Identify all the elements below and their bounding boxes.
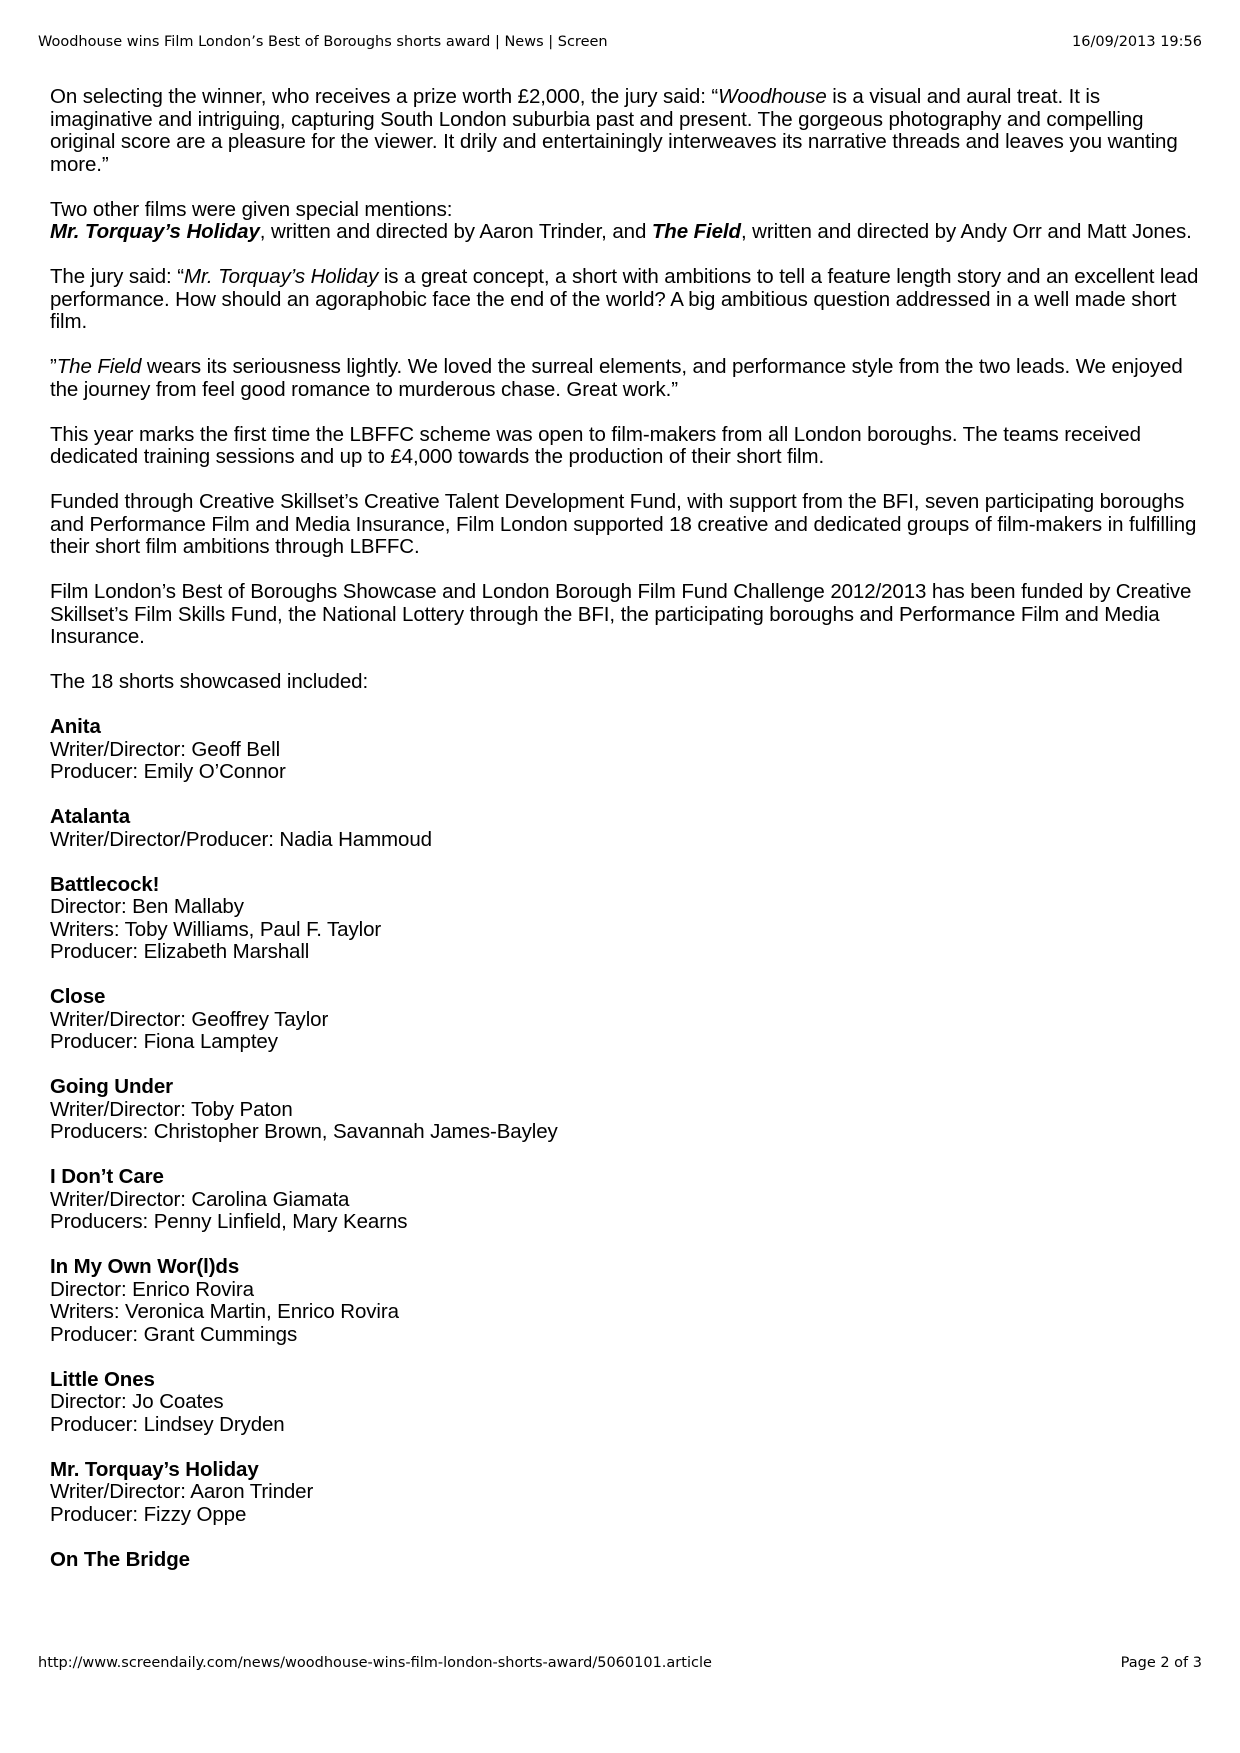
list-item (50, 874, 1200, 964)
print-datetime: 16/09/2013 19:56 (1072, 34, 1202, 50)
list-item (50, 1369, 1200, 1437)
film-credit: Producer: Fiona Lamptey (50, 1030, 278, 1053)
film-credit: Writer/Director/Producer: Nadia Hammoud (50, 827, 432, 851)
film-title: Battlecock! (50, 872, 160, 896)
film-credit: Producer: Elizabeth Marshall (50, 940, 310, 963)
film-credit: Writers: Toby Williams, Paul F. Taylor (50, 917, 382, 941)
film-list (50, 716, 1200, 1571)
film-title: In My Own Wor(l)ds (50, 1255, 240, 1278)
film-credit: Producer: Grant Cummings (50, 1322, 298, 1346)
list-item (50, 1166, 1200, 1234)
film-credit: Writer/Director: Toby Paton (50, 1097, 293, 1121)
paragraph-jury-field: ”The Field wears its seriousness lightly. We loved the surreal elements, and performance style from the two leads. We enjoyed the journey from feel good romance to murderous chase. Great work.” (50, 355, 1183, 401)
paragraph-showcase-funding: Film London’s Best of Boroughs Showcase and London Borough Film Fund Challenge 2012/2013 has been funded by Creative Skillset’s Film Skills Fund, the National Lottery through the BFI, the participating boroughs and Performance Film and Media Insurance. (50, 580, 1192, 648)
film-title-the-field: The Field (651, 220, 741, 243)
film-title-mr-torquay: Mr. Torquay’s Holiday (50, 220, 260, 243)
list-item (50, 1459, 1200, 1527)
film-credit: Writer/Director: Geoff Bell (50, 737, 281, 761)
film-title: Little Ones (50, 1367, 155, 1391)
list-item (50, 806, 1200, 851)
film-title-woodhouse: Woodhouse (718, 85, 827, 108)
film-credit: Director: Ben Mallaby (50, 895, 244, 918)
film-credit: Producer: Fizzy Oppe (50, 1502, 247, 1526)
film-credit: Director: Jo Coates (50, 1390, 224, 1413)
list-item (50, 986, 1200, 1054)
film-title: Close (50, 985, 106, 1008)
film-credit: Writer/Director: Geoffrey Taylor (50, 1007, 329, 1031)
film-credit: Writer/Director: Carolina Giamata (50, 1187, 350, 1211)
paragraph-jury-winner: On selecting the winner, who receives a prize worth £2,000, the jury said: “Woodhouse is a visual and aural treat. It is imaginative and intriguing, capturing South London suburbia past and present. The gorgeous photography and compelling original score are a pleasure for the viewer. It drily and entertainingly interweaves its narrative threads and leaves you wanting more.” (50, 85, 1178, 176)
paragraph-shorts-intro: The 18 shorts showcased included: (50, 670, 369, 693)
list-item (50, 1076, 1200, 1144)
page-number: Page 2 of 3 (1120, 1655, 1202, 1671)
film-title: Going Under (50, 1075, 174, 1098)
page-title: Woodhouse wins Film London’s Best of Boroughs shorts award | News | Screen (38, 34, 608, 50)
film-title: Anita (50, 715, 101, 738)
paragraph-lbffc: This year marks the first time the LBFFC scheme was open to film-makers from all London boroughs. The teams received dedicated training sessions and up to £4,000 towards the production of their short film. (50, 422, 1141, 468)
film-credit: Producer: Lindsey Dryden (50, 1412, 285, 1436)
film-credit: Producers: Penny Linfield, Mary Kearns (50, 1210, 408, 1233)
film-credit: Producers: Christopher Brown, Savannah James-Bayley (50, 1120, 558, 1143)
article-body (50, 86, 1200, 1594)
film-title: Atalanta (50, 805, 131, 828)
list-item (50, 716, 1200, 784)
paragraph-jury-torquay: The jury said: “Mr. Torquay’s Holiday is a great concept, a short with ambitions to tell a feature length story and an excellent lead performance. How should an agoraphobic face the end of the world? A big ambitious question addressed in a well made short film. (50, 265, 1199, 333)
paragraph-special-mentions: Two other films were given special mentions: Mr. Torquay’s Holiday, written and directed by Aaron Trinder, and The Field, written and directed by Andy Orr and Matt Jones. (50, 197, 1192, 243)
film-title: Mr. Torquay’s Holiday (50, 1457, 259, 1481)
article-url: http://www.screendaily.com/news/woodhouse-wins-film-london-shorts-award/5060101.article (38, 1655, 712, 1671)
paragraph-funding: Funded through Creative Skillset’s Creative Talent Development Fund, with support from the BFI, seven participating boroughs and Performance Film and Media Insurance, Film London supported 18 creative and dedicated groups of film-makers in fulfilling their short film ambitions through LBFFC. (50, 490, 1197, 558)
film-credit: Producer: Emily O’Connor (50, 760, 286, 783)
print-header (38, 34, 1202, 50)
film-title: On The Bridge (50, 1547, 190, 1571)
film-credit: Director: Enrico Rovira (50, 1277, 254, 1301)
list-item (50, 1256, 1200, 1346)
film-credit: Writer/Director: Aaron Trinder (50, 1480, 314, 1503)
film-credit: Writers: Veronica Martin, Enrico Rovira (50, 1300, 399, 1323)
list-item (50, 1549, 1200, 1572)
film-title: I Don’t Care (50, 1165, 164, 1188)
print-footer (38, 1655, 1202, 1671)
